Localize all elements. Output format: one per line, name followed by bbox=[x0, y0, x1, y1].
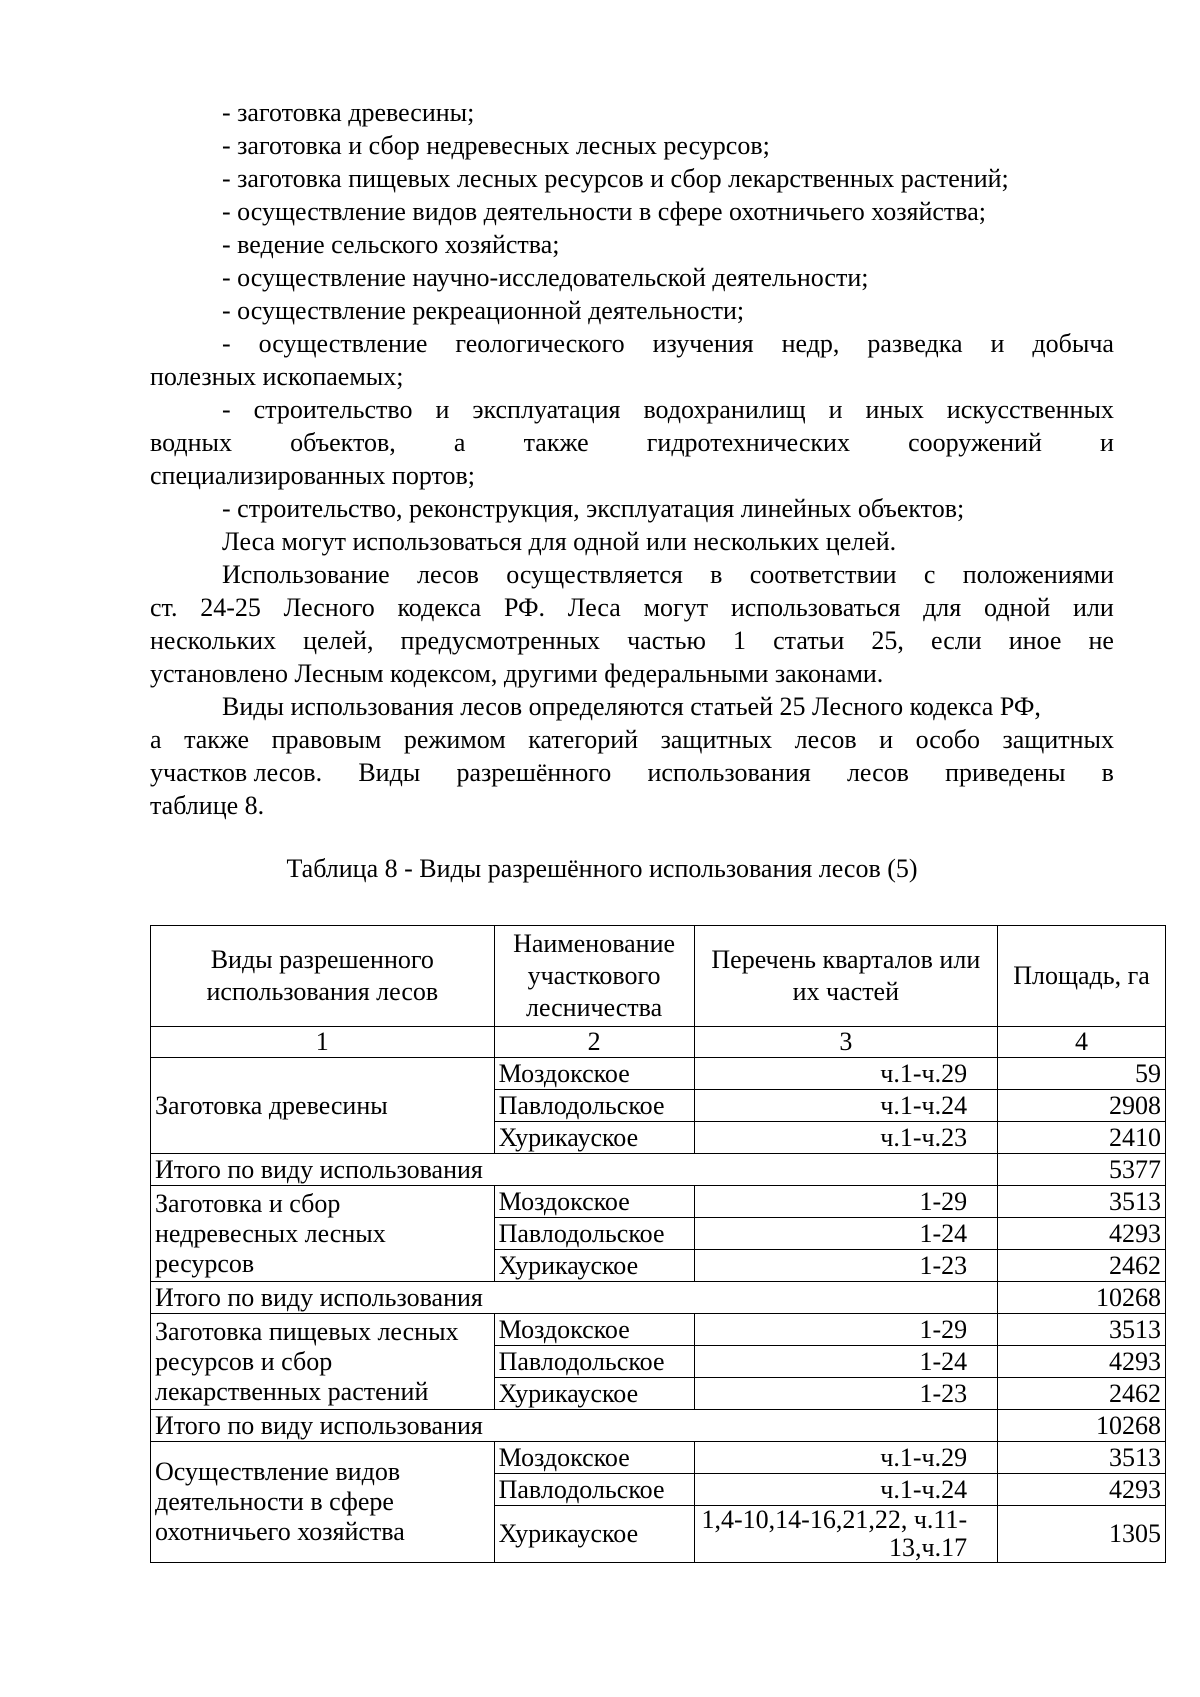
forestry-cell: Моздокское bbox=[494, 1314, 694, 1346]
word: иных bbox=[865, 395, 924, 424]
word: также bbox=[184, 725, 250, 754]
forestry-cell: Моздокское bbox=[494, 1058, 694, 1090]
word: в bbox=[1101, 758, 1114, 787]
word: и bbox=[435, 395, 450, 424]
total-label: Итого по виду использования bbox=[151, 1410, 998, 1442]
word: лесов bbox=[794, 725, 857, 754]
forestry-cell: Хурикауское bbox=[494, 1506, 694, 1563]
quarters-cell: ч.1-ч.24 bbox=[694, 1474, 998, 1506]
use-type-cell: Заготовка и сбор недревесных лесных ресурсов bbox=[151, 1186, 495, 1282]
word: РФ. bbox=[503, 593, 546, 622]
word: водных bbox=[150, 428, 232, 457]
word: целей, bbox=[303, 626, 374, 655]
word: не bbox=[1088, 626, 1114, 655]
table-caption: Таблица 8 - Виды разрешённого использования лесов (5) bbox=[286, 854, 918, 883]
quarters-cell: ч.1-ч.24 bbox=[694, 1090, 998, 1122]
word: лесов bbox=[846, 758, 909, 787]
quarters-cell: 1,4-10,14-16,21,22, ч.11-13,ч.17 bbox=[694, 1506, 998, 1563]
word: кодекса bbox=[397, 593, 482, 622]
reservoir-item-line2 bbox=[150, 426, 1114, 459]
word: и bbox=[1100, 428, 1114, 457]
quarters-cell: ч.1-ч.29 bbox=[694, 1442, 998, 1474]
header-quarters: Перечень кварталов или их частей bbox=[694, 926, 998, 1027]
word: режимом bbox=[403, 725, 506, 754]
use-type-cell: Заготовка пищевых лесных ресурсов и сбор лекарственных растений bbox=[151, 1314, 495, 1410]
list-item: - заготовка и сбор недревесных лесных ресурсов; bbox=[222, 131, 770, 160]
table-header-row bbox=[151, 926, 1166, 1027]
word: Виды bbox=[358, 758, 421, 787]
word: Лесного bbox=[283, 593, 375, 622]
quarters-cell: 1-23 bbox=[694, 1250, 998, 1282]
paragraph2-line2 bbox=[150, 723, 1114, 756]
total-value: 10268 bbox=[998, 1282, 1166, 1314]
header-number: 3 bbox=[694, 1027, 998, 1058]
word: 24-25 bbox=[200, 593, 261, 622]
total-label: Итого по виду использования bbox=[151, 1282, 998, 1314]
word: правовым bbox=[271, 725, 382, 754]
word: 1 bbox=[733, 626, 747, 655]
word: положениями bbox=[962, 560, 1114, 589]
forestry-cell: Павлодольское bbox=[494, 1090, 694, 1122]
word: водохранилищ bbox=[643, 395, 806, 424]
area-cell: 2462 bbox=[998, 1250, 1166, 1282]
word: гидротехнических bbox=[646, 428, 850, 457]
table-row bbox=[151, 1442, 1166, 1474]
word: категорий bbox=[528, 725, 639, 754]
word: 25, bbox=[871, 626, 904, 655]
word: - bbox=[222, 329, 231, 358]
word: соответствии bbox=[749, 560, 897, 589]
document-body bbox=[150, 96, 1114, 885]
word: предусмотренных bbox=[400, 626, 601, 655]
word: защитных bbox=[660, 725, 773, 754]
header-area: Площадь, га bbox=[998, 926, 1166, 1027]
word: ст. bbox=[150, 593, 178, 622]
word: использования bbox=[647, 758, 811, 787]
forestry-cell: Моздокское bbox=[494, 1442, 694, 1474]
area-cell: 4293 bbox=[998, 1474, 1166, 1506]
word: если bbox=[931, 626, 982, 655]
forestry-cell: Павлодольское bbox=[494, 1474, 694, 1506]
list-item: - заготовка древесины; bbox=[222, 98, 475, 127]
word: осуществление bbox=[258, 329, 428, 358]
quarters-cell: ч.1-ч.29 bbox=[694, 1058, 998, 1090]
header-number: 1 bbox=[151, 1027, 495, 1058]
word: осуществляется bbox=[506, 560, 683, 589]
word: или bbox=[1073, 593, 1114, 622]
word: особо bbox=[915, 725, 980, 754]
total-label: Итого по виду использования bbox=[151, 1154, 998, 1186]
header-forestry: Наименование участкового лесничества bbox=[494, 926, 694, 1027]
paragraph2-line3 bbox=[150, 756, 1114, 789]
forestry-cell: Хурикауское bbox=[494, 1250, 694, 1282]
area-cell: 2908 bbox=[998, 1090, 1166, 1122]
total-value: 10268 bbox=[998, 1410, 1166, 1442]
quarters-cell: ч.1-ч.23 bbox=[694, 1122, 998, 1154]
header-number: 4 bbox=[998, 1027, 1166, 1058]
list-item: - осуществление рекреационной деятельности; bbox=[222, 296, 745, 325]
quarters-cell: 1-29 bbox=[694, 1314, 998, 1346]
area-cell: 1305 bbox=[998, 1506, 1166, 1563]
reservoir-item-line1 bbox=[150, 393, 1114, 426]
geology-item-line1 bbox=[150, 327, 1114, 360]
paragraph2-line1: Виды использования лесов определяются статьей 25 Лесного кодекса РФ, bbox=[222, 692, 1041, 721]
use-type-cell: Заготовка древесины bbox=[151, 1058, 495, 1154]
word: с bbox=[923, 560, 936, 589]
word: одной bbox=[983, 593, 1051, 622]
quarters-cell: 1-29 bbox=[694, 1186, 998, 1218]
total-row bbox=[151, 1154, 1166, 1186]
purpose-line: Леса могут использоваться для одной или нескольких целей. bbox=[222, 527, 897, 556]
word: геологического bbox=[455, 329, 625, 358]
word: приведены bbox=[945, 758, 1066, 787]
header-use-type: Виды разрешенного использования лесов bbox=[151, 926, 495, 1027]
word: - bbox=[222, 395, 231, 424]
word: объектов, bbox=[290, 428, 396, 457]
forestry-cell: Павлодольское bbox=[494, 1346, 694, 1378]
word: недр, bbox=[781, 329, 840, 358]
forest-use-table bbox=[150, 925, 1166, 1563]
use-type-cell: Осуществление видов деятельности в сфере охотничьего хозяйства bbox=[151, 1442, 495, 1563]
paragraph1-line3 bbox=[150, 624, 1114, 657]
area-cell: 2410 bbox=[998, 1122, 1166, 1154]
list-item: - ведение сельского хозяйства; bbox=[222, 230, 560, 259]
list-item: - осуществление видов деятельности в сфере охотничьего хозяйства; bbox=[222, 197, 986, 226]
area-cell: 3513 bbox=[998, 1442, 1166, 1474]
word: и bbox=[990, 329, 1005, 358]
word: изучения bbox=[652, 329, 754, 358]
word: защитных bbox=[1002, 725, 1114, 754]
word: также bbox=[523, 428, 589, 457]
word: участков лесов. bbox=[150, 758, 323, 787]
area-cell: 3513 bbox=[998, 1186, 1166, 1218]
area-cell: 4293 bbox=[998, 1218, 1166, 1250]
word: а bbox=[150, 725, 162, 754]
word: а bbox=[453, 428, 466, 457]
table-number-row bbox=[151, 1027, 1166, 1058]
area-cell: 59 bbox=[998, 1058, 1166, 1090]
word: и bbox=[828, 395, 843, 424]
word: разведка bbox=[867, 329, 963, 358]
forestry-cell: Павлодольское bbox=[494, 1218, 694, 1250]
word: для bbox=[923, 593, 962, 622]
word: лесов bbox=[416, 560, 479, 589]
area-cell: 3513 bbox=[998, 1314, 1166, 1346]
area-cell: 2462 bbox=[998, 1378, 1166, 1410]
table-row bbox=[151, 1186, 1166, 1218]
table-row bbox=[151, 1058, 1166, 1090]
quarters-cell: 1-23 bbox=[694, 1378, 998, 1410]
word: добыча bbox=[1032, 329, 1114, 358]
total-row bbox=[151, 1410, 1166, 1442]
area-cell: 4293 bbox=[998, 1346, 1166, 1378]
header-number: 2 bbox=[494, 1027, 694, 1058]
quarters-cell: 1-24 bbox=[694, 1346, 998, 1378]
word: в bbox=[710, 560, 723, 589]
word: разрешённого bbox=[456, 758, 612, 787]
word: строительство bbox=[253, 395, 413, 424]
forestry-cell: Хурикауское bbox=[494, 1122, 694, 1154]
paragraph1-line2 bbox=[150, 591, 1114, 624]
paragraph1-line1 bbox=[150, 558, 1114, 591]
paragraph2-line4: таблице 8. bbox=[150, 791, 265, 820]
linear-item: - строительство, реконструкция, эксплуатация линейных объектов; bbox=[222, 494, 965, 523]
geology-item-line2: полезных ископаемых; bbox=[150, 362, 404, 391]
list-item: - осуществление научно-исследовательской деятельности; bbox=[222, 263, 869, 292]
word: использоваться bbox=[730, 593, 901, 622]
word: статьи bbox=[773, 626, 845, 655]
word: и bbox=[879, 725, 894, 754]
word: частью bbox=[627, 626, 706, 655]
forestry-cell: Моздокское bbox=[494, 1186, 694, 1218]
word: нескольких bbox=[150, 626, 276, 655]
total-value: 5377 bbox=[998, 1154, 1166, 1186]
total-row bbox=[151, 1282, 1166, 1314]
forestry-cell: Хурикауское bbox=[494, 1378, 694, 1410]
word: сооружений bbox=[908, 428, 1042, 457]
word: Леса bbox=[567, 593, 621, 622]
word: Использование bbox=[222, 560, 390, 589]
reservoir-item-line3: специализированных портов; bbox=[150, 461, 476, 490]
word: эксплуатация bbox=[472, 395, 621, 424]
word: могут bbox=[643, 593, 709, 622]
word: искусственных bbox=[946, 395, 1114, 424]
paragraph1-line4: установлено Лесным кодексом, другими федеральными законами. bbox=[150, 659, 884, 688]
word: иное bbox=[1008, 626, 1062, 655]
table-row bbox=[151, 1314, 1166, 1346]
quarters-cell: 1-24 bbox=[694, 1218, 998, 1250]
list-item: - заготовка пищевых лесных ресурсов и сбор лекарственных растений; bbox=[222, 164, 1009, 193]
